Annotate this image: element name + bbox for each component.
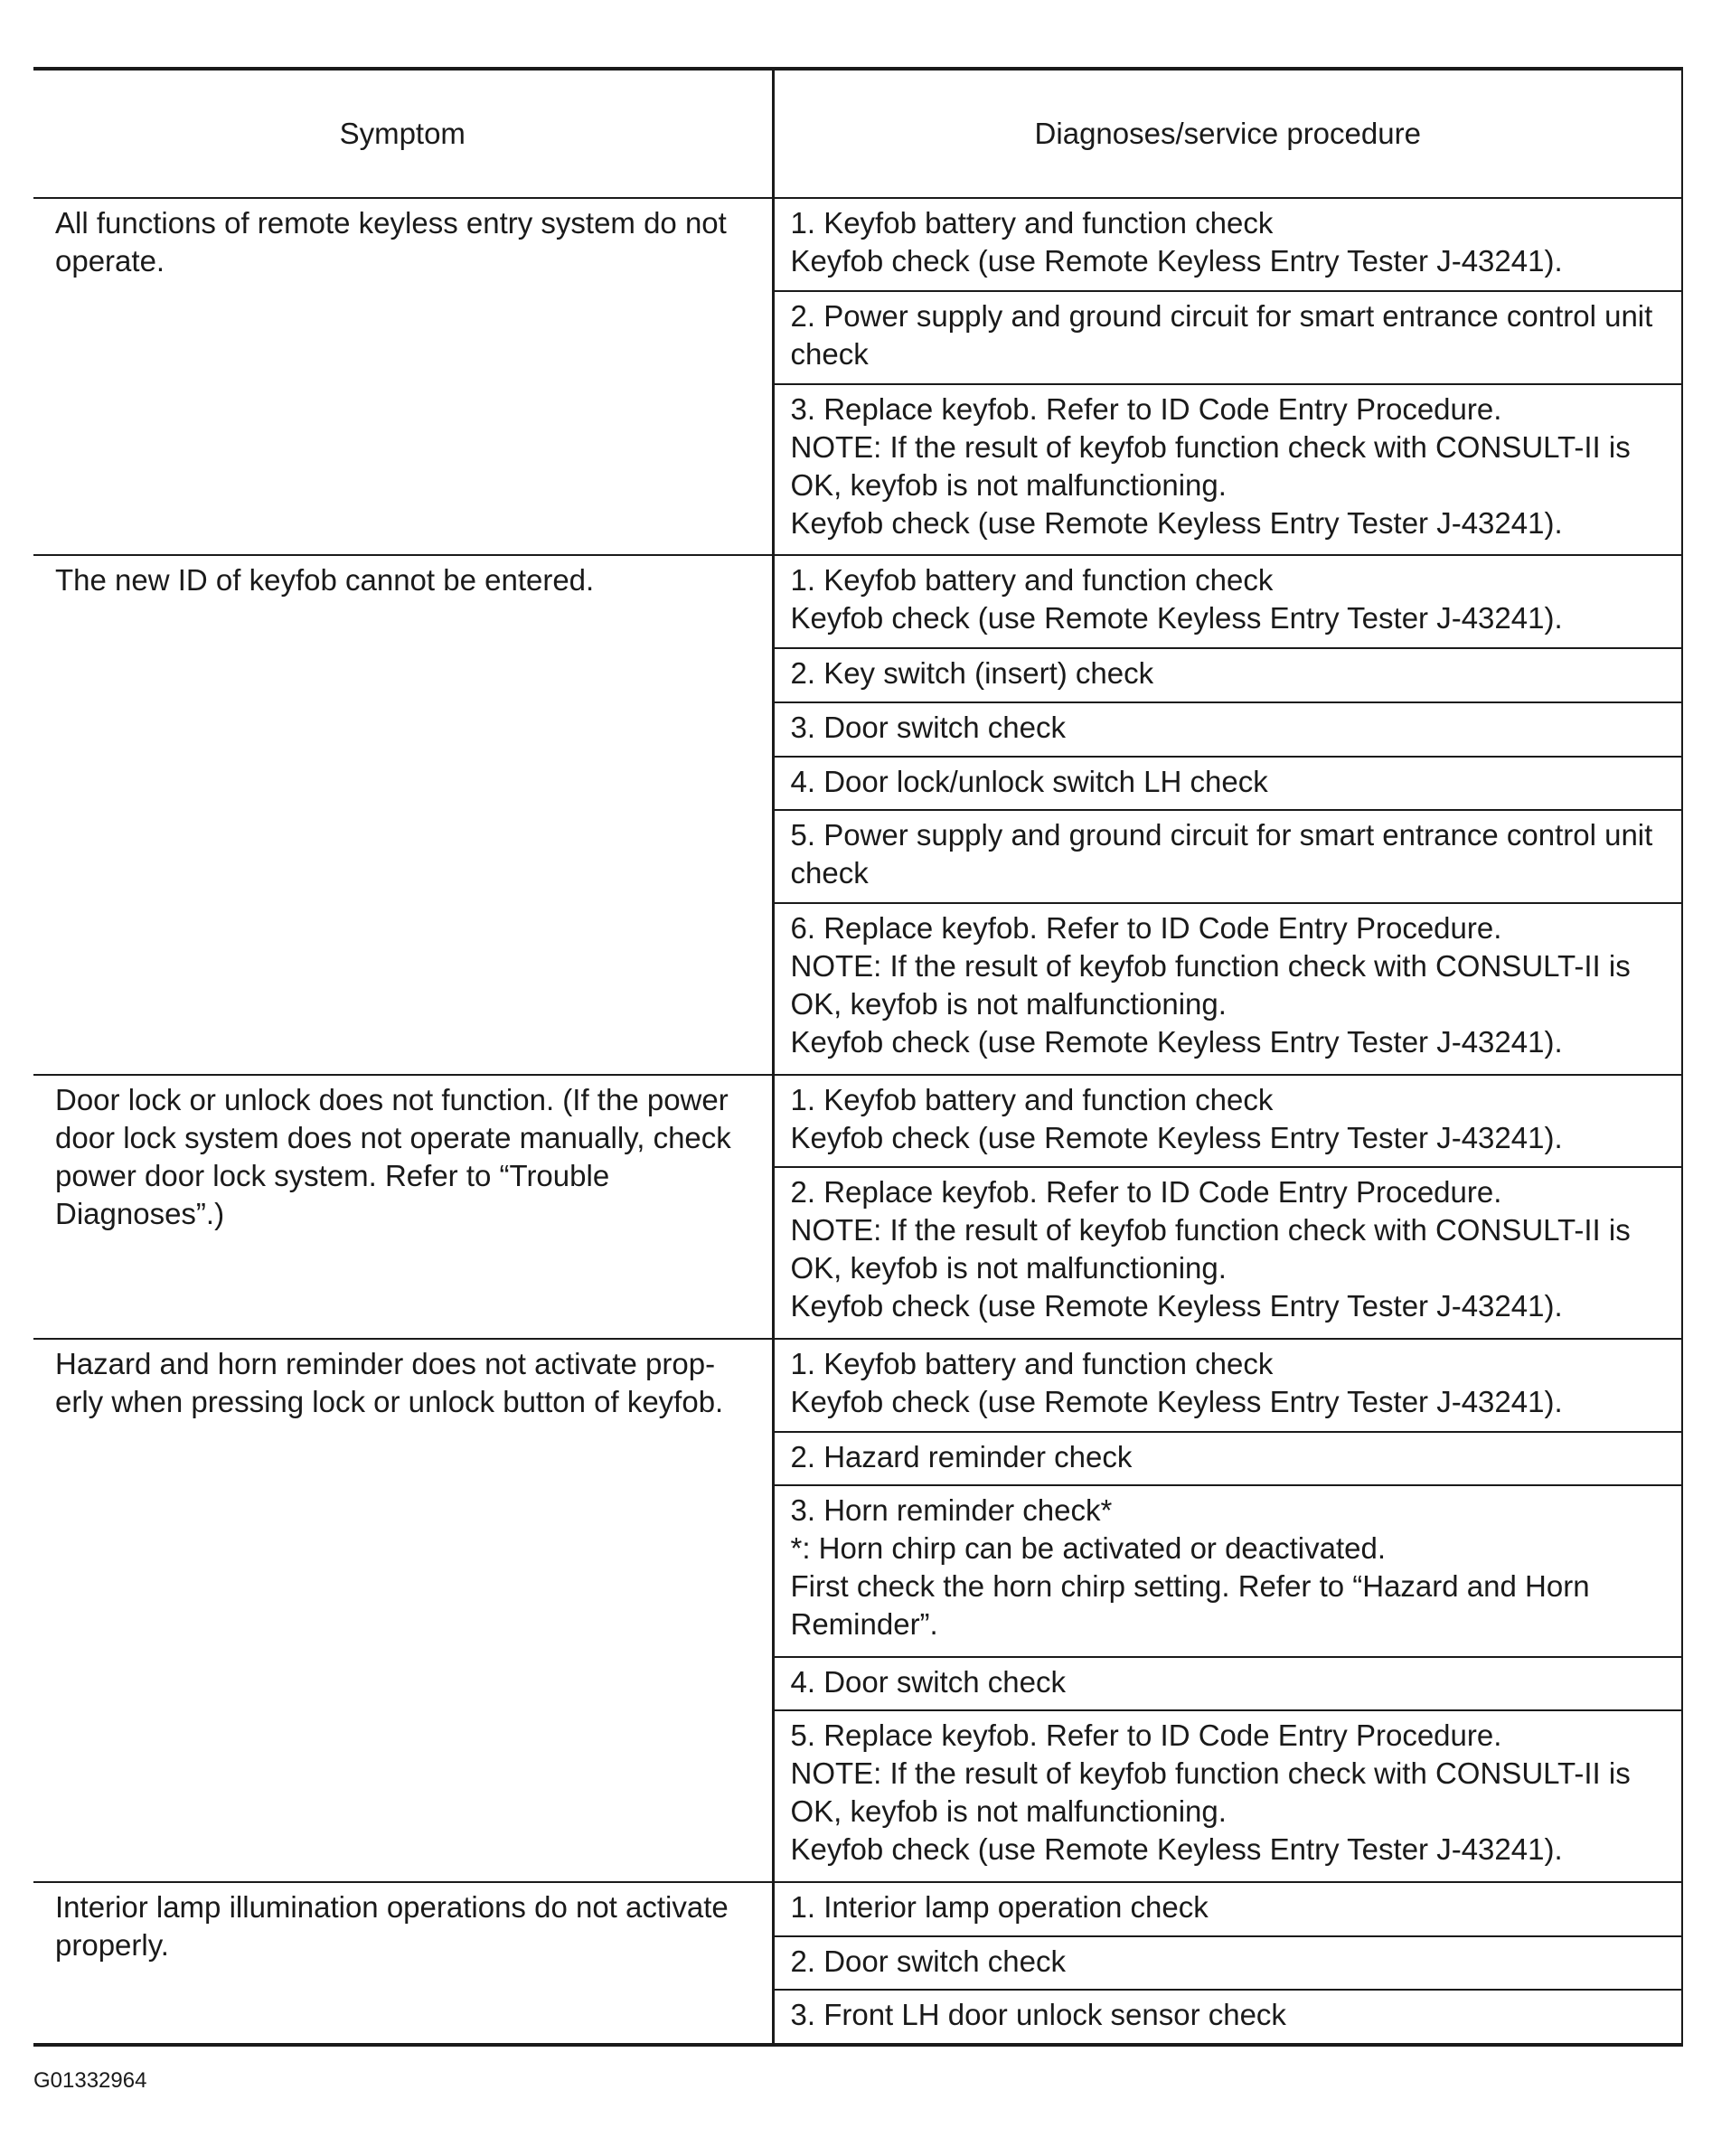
- symptom-cell: The new ID of keyfob cannot be entered.: [33, 555, 773, 1074]
- figure-code: G01332964: [33, 2068, 147, 2093]
- table-row: [33, 1075, 1682, 1168]
- symptom-cell: Door lock or unlock does not function. (If the power door lock system does not operate manually, check power door lock system. Refer to “Trouble Diagnoses”.): [33, 1075, 773, 1339]
- symptom-column-header: Symptom: [33, 69, 773, 198]
- procedure-step-cell: 2. Replace keyfob. Refer to ID Code Entry Procedure. NOTE: If the result of keyfob function check with CONSULT-II is OK, keyfob is not malfunctioning. Keyfob check (use Remote Keyless Entry Tester J-43241).: [773, 1167, 1682, 1338]
- table-row: [33, 1882, 1682, 1936]
- symptom-cell: Hazard and horn reminder does not activate prop-erly when pressing lock or unlock button of keyfob.: [33, 1339, 773, 1882]
- procedure-step-cell: 4. Door switch check: [773, 1657, 1682, 1711]
- procedure-step-cell: 5. Replace keyfob. Refer to ID Code Entry Procedure. NOTE: If the result of keyfob function check with CONSULT-II is OK, keyfob is not malfunctioning. Keyfob check (use Remote Keyless Entry Tester J-43241).: [773, 1710, 1682, 1881]
- procedure-step-cell: 1. Interior lamp operation check: [773, 1882, 1682, 1936]
- procedure-step-cell: 3. Front LH door unlock sensor check: [773, 1990, 1682, 2045]
- table-header-row: [33, 69, 1682, 198]
- diagnosis-table: [33, 67, 1683, 2047]
- procedure-step-cell: 5. Power supply and ground circuit for smart entrance control unit check: [773, 810, 1682, 903]
- procedure-step-cell: 2. Power supply and ground circuit for smart entrance control unit check: [773, 291, 1682, 384]
- procedure-step-cell: 1. Keyfob battery and function check Keyfob check (use Remote Keyless Entry Tester J-43241).: [773, 1339, 1682, 1432]
- procedure-step-cell: 3. Door switch check: [773, 702, 1682, 757]
- table-row: [33, 198, 1682, 291]
- procedure-step-cell: 4. Door lock/unlock switch LH check: [773, 757, 1682, 811]
- procedure-column-header: Diagnoses/service procedure: [773, 69, 1682, 198]
- procedure-step-cell: 2. Key switch (insert) check: [773, 648, 1682, 702]
- procedure-step-cell: 1. Keyfob battery and function check Keyfob check (use Remote Keyless Entry Tester J-43241).: [773, 198, 1682, 291]
- procedure-step-cell: 2. Door switch check: [773, 1936, 1682, 1991]
- procedure-step-cell: 3. Replace keyfob. Refer to ID Code Entry Procedure. NOTE: If the result of keyfob function check with CONSULT-II is OK, keyfob is not malfunctioning. Keyfob check (use Remote Keyless Entry Tester J-43241).: [773, 384, 1682, 555]
- table-body: [33, 198, 1682, 2045]
- procedure-step-cell: 6. Replace keyfob. Refer to ID Code Entry Procedure. NOTE: If the result of keyfob function check with CONSULT-II is OK, keyfob is not malfunctioning. Keyfob check (use Remote Keyless Entry Tester J-43241).: [773, 903, 1682, 1074]
- symptom-cell: All functions of remote keyless entry system do not operate.: [33, 198, 773, 555]
- table-row: [33, 555, 1682, 648]
- procedure-step-cell: 1. Keyfob battery and function check Keyfob check (use Remote Keyless Entry Tester J-43241).: [773, 555, 1682, 648]
- symptom-cell: Interior lamp illumination operations do not activate properly.: [33, 1882, 773, 2045]
- procedure-step-cell: 1. Keyfob battery and function check Keyfob check (use Remote Keyless Entry Tester J-43241).: [773, 1075, 1682, 1168]
- table-row: [33, 1339, 1682, 1432]
- procedure-step-cell: 3. Horn reminder check* *: Horn chirp can be activated or deactivated. First check the horn chirp setting. Refer to “Hazard and Horn Reminder”.: [773, 1485, 1682, 1656]
- procedure-step-cell: 2. Hazard reminder check: [773, 1432, 1682, 1486]
